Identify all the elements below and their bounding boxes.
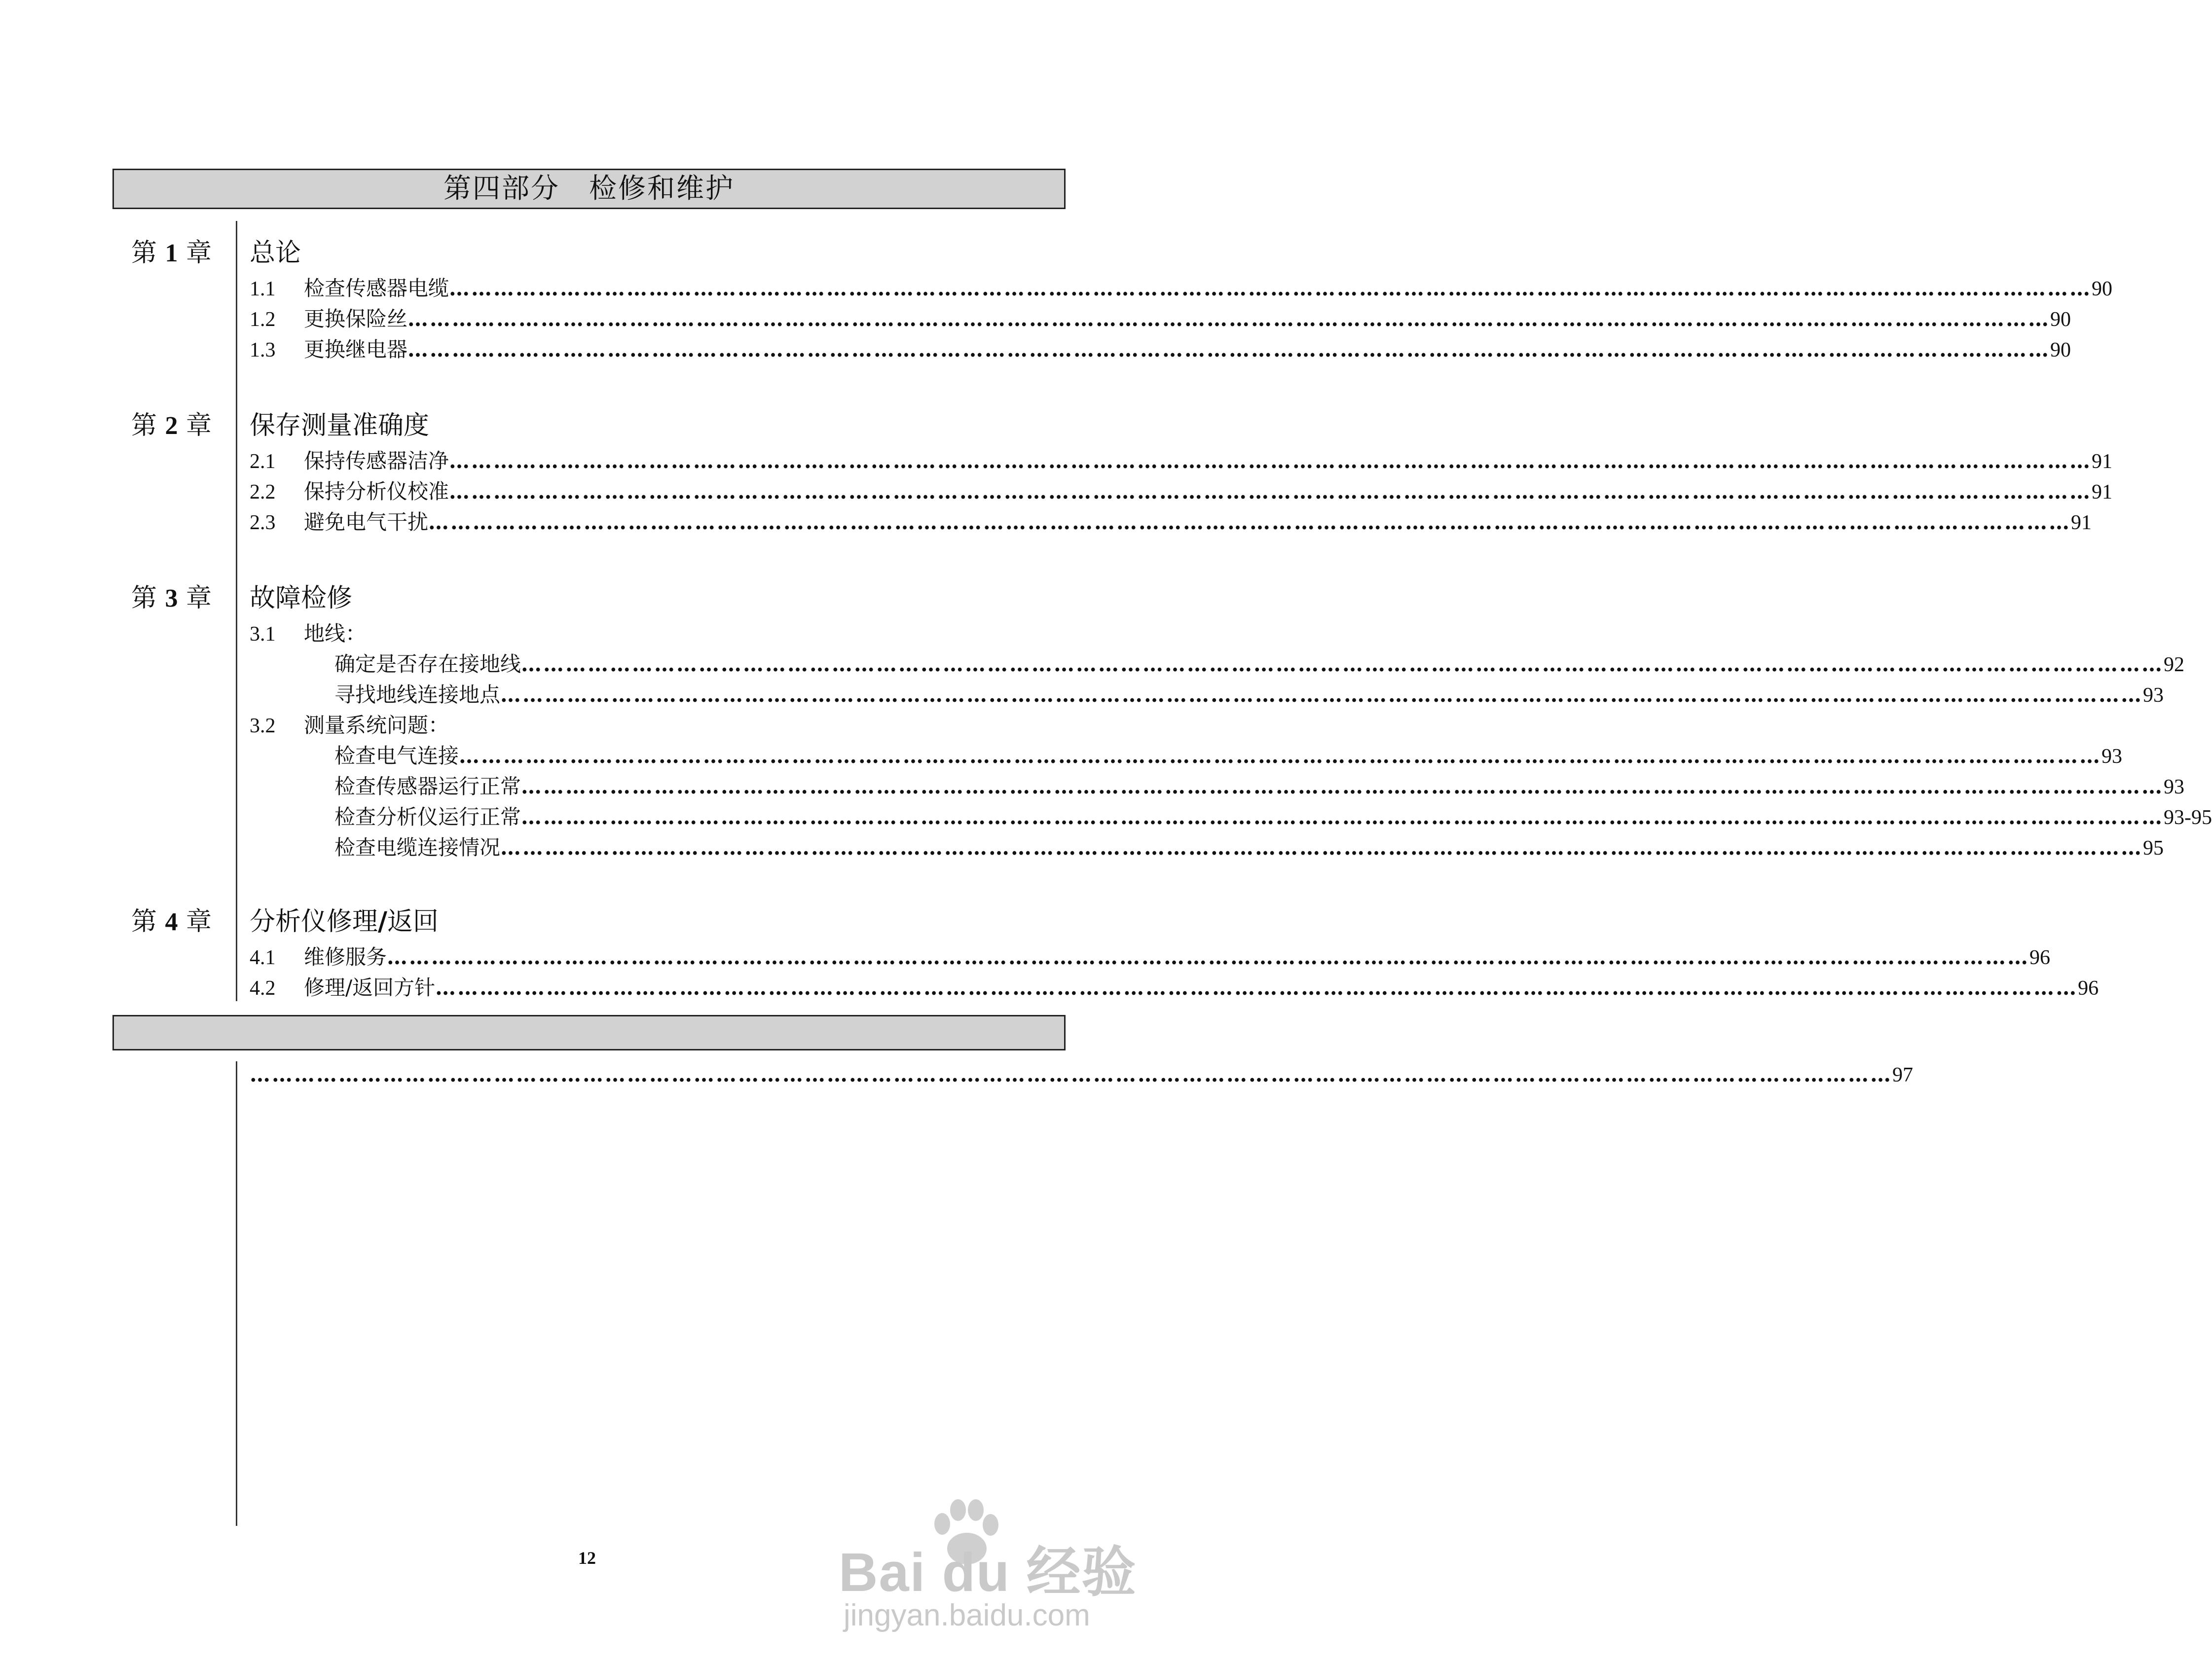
toc-section-heading[interactable]: 3.1 地线： bbox=[250, 621, 367, 646]
chapter-title: 故障检修 bbox=[250, 583, 353, 613]
part-header-bar bbox=[112, 169, 1066, 209]
toc-entry[interactable]: 1.3 更换继电器 …………………………………………………………………………………………………………………………………………………………………………………………………… 90 bbox=[250, 337, 2071, 361]
watermark-url: jingyan.baidu.com bbox=[844, 1598, 1090, 1632]
toc-entry[interactable]: 确定是否存在接地线 …………………………………………………………………………………………………………………………………………………………………………………………………… 92 bbox=[334, 652, 2185, 676]
chapter-label: 第 2 章 bbox=[131, 411, 212, 440]
toc-entry[interactable]: 1.1 检查传感器电缆 …………………………………………………………………………………………………………………………………………………………………………………………………… 90 bbox=[250, 276, 2113, 300]
toc-divider-line bbox=[236, 1061, 237, 1526]
chapter-label: 第 3 章 bbox=[131, 583, 212, 613]
chapter-title: 总论 bbox=[250, 238, 301, 268]
toc-entry[interactable]: 4.2 修理/返回方针 …………………………………………………………………………………………………………………………………………………………………………………………………… 96 bbox=[250, 975, 2099, 1000]
chapter-title: 保存测量准确度 bbox=[250, 411, 430, 440]
toc-entry[interactable]: 检查分析仪运行正常 …………………………………………………………………………………………………………………………………………………………………………………………………… 93-95 bbox=[334, 805, 2212, 829]
toc-entry[interactable]: 检查传感器运行正常 …………………………………………………………………………………………………………………………………………………………………………………………………… 93 bbox=[334, 774, 2185, 798]
toc-entry[interactable]: …………………………………………………………………………………………………………………………………………………………………………………………………… 97 bbox=[250, 1062, 1913, 1086]
chapter-title: 分析仪修理/返回 bbox=[250, 906, 439, 937]
toc-entry[interactable]: 2.2 保持分析仪校准 …………………………………………………………………………………………………………………………………………………………………………………………………… 91 bbox=[250, 479, 2113, 504]
chapter-label: 第 4 章 bbox=[131, 907, 212, 937]
part-title: 第四部分 检修和维护 bbox=[443, 173, 735, 205]
toc-divider-line bbox=[236, 221, 237, 1001]
toc-entry[interactable]: 寻找地线连接地点 …………………………………………………………………………………………………………………………………………………………………………………………………… 93 bbox=[334, 683, 2164, 707]
toc-section-heading[interactable]: 3.2 测量系统问题： bbox=[250, 713, 449, 737]
page-number: 12 bbox=[578, 1548, 596, 1568]
appendix-header-bar bbox=[112, 1015, 1066, 1050]
chapter-label: 第 1 章 bbox=[131, 238, 212, 268]
toc-entry[interactable]: 4.1 维修服务 …………………………………………………………………………………………………………………………………………………………………………………………………… 96 bbox=[250, 945, 2051, 969]
toc-entry[interactable]: 检查电缆连接情况 …………………………………………………………………………………………………………………………………………………………………………………………………… 95 bbox=[334, 835, 2164, 860]
watermark bbox=[834, 1514, 1149, 1637]
watermark-brand: Bai du 经验 bbox=[839, 1542, 1137, 1603]
toc-entry[interactable]: 2.3 避免电气干扰 …………………………………………………………………………………………………………………………………………………………………………………………………… 91 bbox=[250, 510, 2092, 534]
toc-entry[interactable]: 2.1 保持传感器洁净 …………………………………………………………………………………………………………………………………………………………………………………………………… 91 bbox=[250, 449, 2113, 473]
toc-entry[interactable]: 检查电气连接 …………………………………………………………………………………………………………………………………………………………………………………………………… 93 bbox=[334, 744, 2123, 768]
toc-entry[interactable]: 1.2 更换保险丝 …………………………………………………………………………………………………………………………………………………………………………………………………… 90 bbox=[250, 307, 2071, 331]
